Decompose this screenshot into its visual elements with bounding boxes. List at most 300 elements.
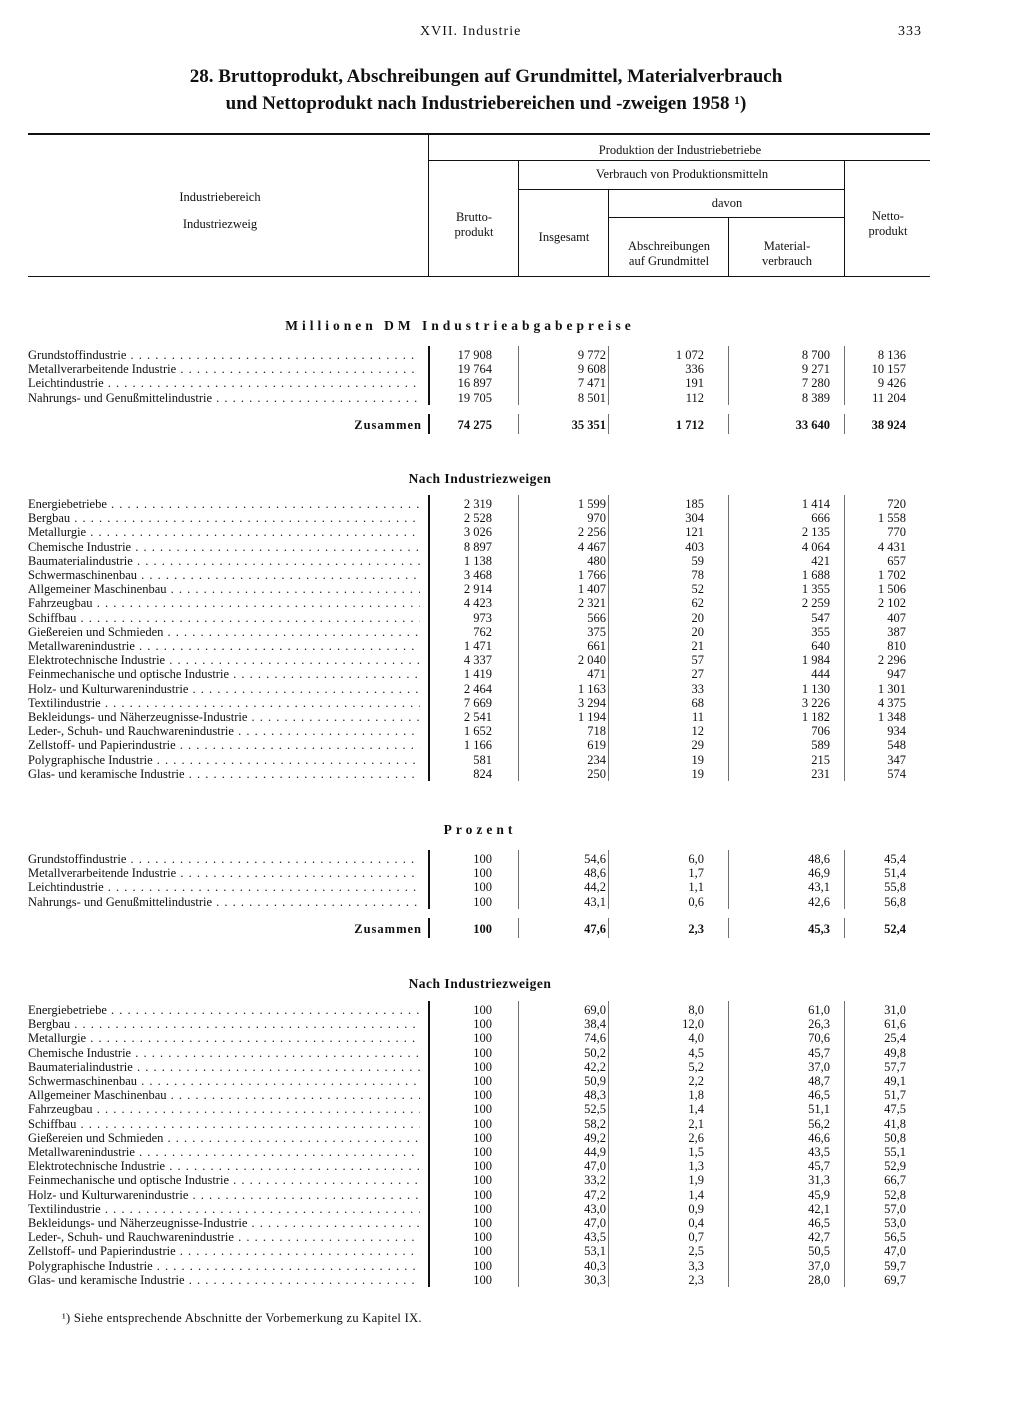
row-label: Glas- und keramische Industrie . . . <box>28 1273 420 1287</box>
cell-col-5: 41,8 <box>884 1116 906 1131</box>
cell-col-4: 421 <box>811 553 830 568</box>
cell-col-1: 100 <box>473 1130 492 1145</box>
row-label: Metallverarbeitende Industrie . . . <box>28 362 420 376</box>
cell-col-1: 2 541 <box>463 710 492 724</box>
column-rule <box>608 1001 609 1287</box>
total-cell-col-3: 2,3 <box>688 922 704 936</box>
cell-col-2: 47,0 <box>584 1159 606 1174</box>
cell-col-5: 407 <box>887 610 906 625</box>
header-netto: Netto- produkt <box>868 209 908 238</box>
cell-col-4: 215 <box>811 752 830 767</box>
cell-col-3: 19 <box>691 752 704 767</box>
row-label: Leder-, Schuh- und Rauchwarenindustrie . . . <box>28 1230 420 1244</box>
cell-col-2: 234 <box>587 752 606 767</box>
cell-col-1: 2 464 <box>463 681 492 696</box>
cell-col-1: 100 <box>473 1258 492 1273</box>
cell-col-1: 100 <box>473 1244 492 1259</box>
cell-col-2: 7 471 <box>577 376 606 391</box>
row-label: Zellstoff- und Papierindustrie . . . <box>28 738 420 752</box>
table-row <box>28 582 908 596</box>
cell-col-5: 8 136 <box>877 348 906 362</box>
table-row <box>28 866 908 880</box>
cell-col-1: 100 <box>473 880 492 895</box>
header-brutto: Brutto- produkt <box>454 210 494 239</box>
column-rule <box>608 918 609 938</box>
table-row <box>28 852 908 866</box>
cell-col-3: 2,3 <box>688 1272 704 1287</box>
cell-col-4: 46,5 <box>808 1088 830 1103</box>
table-row <box>28 1003 908 1017</box>
cell-col-3: 2,1 <box>688 1116 704 1131</box>
table-row <box>28 895 908 909</box>
cell-col-2: 42,2 <box>584 1059 606 1074</box>
cell-col-4: 45,7 <box>808 1045 830 1060</box>
cell-col-3: 33 <box>691 681 704 696</box>
cell-col-5: 56,5 <box>884 1230 906 1245</box>
cell-col-3: 121 <box>685 525 704 540</box>
table-row <box>28 1216 908 1230</box>
cell-col-3: 1,3 <box>688 1159 704 1174</box>
cell-col-2: 43,1 <box>584 894 606 909</box>
cell-col-3: 68 <box>691 695 704 710</box>
cell-col-2: 44,9 <box>584 1145 606 1159</box>
cell-col-5: 59,7 <box>884 1258 906 1273</box>
cell-col-3: 27 <box>691 667 704 682</box>
cell-col-2: 33,2 <box>584 1173 606 1188</box>
total-cell-col-5: 52,4 <box>884 922 906 936</box>
cell-col-4: 42,1 <box>808 1201 830 1216</box>
cell-col-5: 548 <box>887 738 906 753</box>
cell-col-4: 1 355 <box>801 582 830 597</box>
cell-col-3: 6,0 <box>688 852 704 866</box>
column-rule <box>428 495 430 781</box>
column-rule <box>518 1001 519 1287</box>
table-row <box>28 1273 908 1287</box>
table-row <box>28 1102 908 1116</box>
cell-col-4: 3 226 <box>801 695 830 710</box>
header-abschreibungen: Abschreibungen auf Grundmittel <box>628 239 710 268</box>
cell-col-2: 52,5 <box>584 1102 606 1117</box>
table-row <box>28 625 908 639</box>
cell-col-3: 0,6 <box>688 894 704 909</box>
cell-col-1: 19 764 <box>457 362 492 377</box>
total-cell-col-3: 1 712 <box>675 418 704 432</box>
cell-col-5: 347 <box>887 752 906 767</box>
header-rule-verbrauch <box>518 189 844 190</box>
cell-col-2: 38,4 <box>584 1017 606 1032</box>
row-label: Bergbau . . . <box>28 511 420 525</box>
cell-col-2: 44,2 <box>584 880 606 895</box>
table-row <box>28 1088 908 1102</box>
header-stub-bereich: Industriebereich <box>179 190 261 204</box>
cell-col-2: 48,3 <box>584 1088 606 1103</box>
cell-col-4: 48,7 <box>808 1074 830 1088</box>
cell-col-1: 100 <box>473 852 492 866</box>
cell-col-3: 1,7 <box>688 866 704 881</box>
table-row <box>28 1244 908 1258</box>
cell-col-1: 100 <box>473 1173 492 1188</box>
cell-col-2: 49,2 <box>584 1130 606 1145</box>
cell-col-3: 21 <box>691 639 704 653</box>
row-label: Leichtindustrie . . . <box>28 880 420 894</box>
cell-col-1: 19 705 <box>457 390 492 405</box>
row-label: Energiebetriebe . . . <box>28 1003 420 1017</box>
header-vrule-netto <box>844 161 845 276</box>
cell-col-2: 58,2 <box>584 1116 606 1131</box>
cell-col-2: 43,5 <box>584 1230 606 1245</box>
column-rule <box>844 495 845 781</box>
cell-col-5: 810 <box>887 639 906 653</box>
column-rule <box>608 414 609 434</box>
row-label: Schiffbau . . . <box>28 611 420 625</box>
footnote: ¹) Siehe entsprechende Abschnitte der Vorbemerkung zu Kapitel IX. <box>62 1311 422 1325</box>
header-produktion: Produktion der Industriebetriebe <box>598 143 762 157</box>
table-row <box>28 1145 908 1159</box>
cell-col-5: 770 <box>887 525 906 540</box>
cell-col-1: 100 <box>473 1216 492 1230</box>
cell-col-5: 51,4 <box>884 866 906 881</box>
cell-col-2: 2 040 <box>577 653 606 668</box>
table-row <box>28 710 908 724</box>
cell-col-1: 100 <box>473 1159 492 1174</box>
cell-col-2: 1 163 <box>577 681 606 696</box>
cell-col-2: 375 <box>587 624 606 639</box>
cell-col-2: 4 467 <box>577 539 606 554</box>
total-label: Zusammen <box>354 922 422 936</box>
row-label: Glas- und keramische Industrie . . . <box>28 767 420 781</box>
cell-col-5: 53,0 <box>884 1216 906 1230</box>
cell-col-1: 16 897 <box>457 376 492 391</box>
table-row <box>28 525 908 539</box>
row-label: Chemische Industrie . . . <box>28 1046 420 1060</box>
cell-col-2: 30,3 <box>584 1272 606 1287</box>
row-label: Metallwarenindustrie . . . <box>28 1145 420 1159</box>
cell-col-3: 336 <box>685 362 704 377</box>
table-row <box>28 1173 908 1187</box>
cell-col-4: 45,7 <box>808 1159 830 1174</box>
table-row <box>28 1202 908 1216</box>
cell-col-1: 100 <box>473 1187 492 1202</box>
header-vrule-brutto <box>518 161 519 276</box>
cell-col-4: 1 688 <box>801 568 830 582</box>
row-label: Nahrungs- und Genußmittelindustrie . . . <box>28 895 420 909</box>
table-row <box>28 682 908 696</box>
cell-col-2: 471 <box>587 667 606 682</box>
cell-col-3: 403 <box>685 539 704 554</box>
cell-col-5: 66,7 <box>884 1173 906 1188</box>
total-cell-col-2: 47,6 <box>584 922 606 936</box>
column-rule <box>428 1001 430 1287</box>
cell-col-5: 25,4 <box>884 1031 906 1046</box>
cell-col-2: 661 <box>587 639 606 653</box>
cell-col-4: 589 <box>811 738 830 753</box>
total-cell-col-1: 100 <box>473 922 492 936</box>
cell-col-5: 55,8 <box>884 880 906 895</box>
row-label: Schwermaschinenbau . . . <box>28 1074 420 1088</box>
cell-col-4: 547 <box>811 610 830 625</box>
cell-col-5: 55,1 <box>884 1145 906 1159</box>
cell-col-2: 2 256 <box>577 525 606 540</box>
column-rule <box>728 414 729 434</box>
total-row <box>28 418 908 432</box>
cell-col-1: 100 <box>473 1059 492 1074</box>
column-rule <box>428 918 430 938</box>
column-rule <box>728 495 729 781</box>
table-row <box>28 639 908 653</box>
cell-col-4: 42,6 <box>808 894 830 909</box>
header-davon: davon <box>711 196 743 210</box>
cell-col-1: 100 <box>473 1201 492 1216</box>
cell-col-3: 5,2 <box>688 1059 704 1074</box>
cell-col-2: 43,0 <box>584 1201 606 1216</box>
table-row <box>28 540 908 554</box>
section-heading-millionen: Millionen DM Industrieabgabepreise <box>285 318 635 333</box>
cell-col-4: 28,0 <box>808 1272 830 1287</box>
cell-col-1: 100 <box>473 1003 492 1017</box>
row-label: Gießereien und Schmieden . . . <box>28 1131 420 1145</box>
header-rule-produktion <box>428 160 930 161</box>
cell-col-5: 11 204 <box>872 390 906 405</box>
cell-col-3: 11 <box>691 710 704 724</box>
cell-col-1: 100 <box>473 1074 492 1088</box>
row-label: Bergbau . . . <box>28 1017 420 1031</box>
cell-col-5: 57,0 <box>884 1201 906 1216</box>
cell-col-1: 100 <box>473 1230 492 1245</box>
cell-col-3: 2,6 <box>688 1130 704 1145</box>
cell-col-1: 1 166 <box>463 738 492 753</box>
table-row <box>28 611 908 625</box>
header-stub-zweig: Industriezweig <box>182 217 258 231</box>
cell-col-4: 50,5 <box>808 1244 830 1259</box>
cell-col-4: 9 271 <box>801 362 830 377</box>
running-head: XVII. Industrie <box>420 24 522 39</box>
column-rule <box>844 414 845 434</box>
cell-col-4: 31,3 <box>808 1173 830 1188</box>
cell-col-5: 47,5 <box>884 1102 906 1117</box>
total-label: Zusammen <box>354 418 422 432</box>
cell-col-5: 47,0 <box>884 1244 906 1259</box>
column-rule <box>518 850 519 909</box>
cell-col-3: 1,5 <box>688 1145 704 1159</box>
cell-col-5: 574 <box>887 766 906 781</box>
cell-col-3: 1,9 <box>688 1173 704 1188</box>
cell-col-2: 9 608 <box>577 362 606 377</box>
cell-col-5: 1 301 <box>877 681 906 696</box>
table-row <box>28 738 908 752</box>
cell-col-5: 49,1 <box>884 1074 906 1088</box>
row-label: Grundstoffindustrie . . . <box>28 348 420 362</box>
table-row <box>28 1017 908 1031</box>
cell-col-1: 1 138 <box>463 553 492 568</box>
section-heading-prozent-zweige: Nach Industriezweigen <box>408 976 552 991</box>
cell-col-3: 2,5 <box>688 1244 704 1259</box>
row-label: Zellstoff- und Papierindustrie . . . <box>28 1244 420 1258</box>
cell-col-1: 100 <box>473 866 492 881</box>
column-rule <box>844 1001 845 1287</box>
cell-col-2: 619 <box>587 738 606 753</box>
row-label: Allgemeiner Maschinenbau . . . <box>28 1088 420 1102</box>
cell-col-3: 8,0 <box>688 1003 704 1017</box>
cell-col-5: 52,9 <box>884 1159 906 1174</box>
cell-col-4: 46,9 <box>808 866 830 881</box>
cell-col-5: 4 375 <box>877 695 906 710</box>
row-label: Holz- und Kulturwarenindustrie . . . <box>28 682 420 696</box>
total-row <box>28 922 908 936</box>
cell-col-3: 0,4 <box>688 1216 704 1230</box>
cell-col-1: 2 319 <box>463 497 492 511</box>
cell-col-1: 3 468 <box>463 568 492 582</box>
cell-col-5: 2 296 <box>877 653 906 668</box>
row-label: Metallwarenindustrie . . . <box>28 639 420 653</box>
cell-col-2: 47,0 <box>584 1216 606 1230</box>
cell-col-3: 1,8 <box>688 1088 704 1103</box>
cell-col-2: 1 599 <box>577 497 606 511</box>
cell-col-1: 100 <box>473 1045 492 1060</box>
cell-col-4: 43,1 <box>808 880 830 895</box>
cell-col-3: 12 <box>691 724 704 739</box>
table-row <box>28 1074 908 1088</box>
cell-col-4: 8 700 <box>801 348 830 362</box>
cell-col-1: 100 <box>473 1272 492 1287</box>
cell-col-5: 10 157 <box>871 362 906 377</box>
cell-col-4: 666 <box>811 511 830 526</box>
cell-col-4: 45,9 <box>808 1187 830 1202</box>
cell-col-4: 37,0 <box>808 1059 830 1074</box>
cell-col-2: 2 321 <box>577 596 606 611</box>
row-label: Metallurgie . . . <box>28 1031 420 1045</box>
row-label: Nahrungs- und Genußmittelindustrie . . . <box>28 391 420 405</box>
cell-col-1: 100 <box>473 894 492 909</box>
cell-col-2: 250 <box>587 766 606 781</box>
cell-col-5: 1 558 <box>877 511 906 526</box>
cell-col-3: 1 072 <box>675 348 704 362</box>
cell-col-3: 185 <box>685 497 704 511</box>
cell-col-5: 45,4 <box>884 852 906 866</box>
cell-col-5: 52,8 <box>884 1187 906 1202</box>
table-row <box>28 511 908 525</box>
row-label: Metallurgie . . . <box>28 525 420 539</box>
total-cell-col-5: 38 924 <box>871 418 906 432</box>
column-rule <box>728 850 729 909</box>
cell-col-4: 1 182 <box>801 710 830 724</box>
table-row <box>28 1159 908 1173</box>
table-row <box>28 1188 908 1202</box>
row-label: Elektrotechnische Industrie . . . <box>28 1159 420 1173</box>
cell-col-4: 706 <box>811 724 830 739</box>
cell-col-3: 304 <box>685 511 704 526</box>
cell-col-3: 191 <box>685 376 704 391</box>
cell-col-3: 20 <box>691 624 704 639</box>
table-row <box>28 1046 908 1060</box>
row-label: Holz- und Kulturwarenindustrie . . . <box>28 1188 420 1202</box>
cell-col-1: 1 471 <box>463 639 492 653</box>
table-row <box>28 880 908 894</box>
cell-col-3: 112 <box>685 390 704 405</box>
column-rule <box>428 850 430 909</box>
table-row <box>28 596 908 610</box>
cell-col-4: 46,6 <box>808 1130 830 1145</box>
cell-col-4: 37,0 <box>808 1258 830 1273</box>
column-rule <box>608 495 609 781</box>
cell-col-1: 8 897 <box>463 539 492 554</box>
cell-col-3: 20 <box>691 610 704 625</box>
column-rule <box>844 346 845 405</box>
row-label: Feinmechanische und optische Industrie . . . <box>28 1173 420 1187</box>
cell-col-2: 50,2 <box>584 1045 606 1060</box>
row-label: Metallverarbeitende Industrie . . . <box>28 866 420 880</box>
column-rule <box>518 346 519 405</box>
header-rule-davon <box>608 217 844 218</box>
table-row <box>28 1117 908 1131</box>
cell-col-4: 1 984 <box>801 653 830 668</box>
cell-col-5: 1 702 <box>877 568 906 582</box>
column-rule <box>518 495 519 781</box>
cell-col-5: 51,7 <box>884 1088 906 1103</box>
total-cell-col-2: 35 351 <box>571 418 606 432</box>
row-label: Leder-, Schuh- und Rauchwarenindustrie . . . <box>28 724 420 738</box>
cell-col-1: 100 <box>473 1031 492 1046</box>
table-row <box>28 753 908 767</box>
cell-col-1: 100 <box>473 1088 492 1103</box>
cell-col-5: 2 102 <box>877 596 906 611</box>
cell-col-3: 62 <box>691 596 704 611</box>
cell-col-3: 0,7 <box>688 1230 704 1245</box>
cell-col-2: 1 194 <box>577 710 606 724</box>
cell-col-2: 970 <box>587 511 606 526</box>
header-bottom-rule <box>28 276 930 277</box>
table-row <box>28 1131 908 1145</box>
cell-col-4: 2 259 <box>801 596 830 611</box>
row-label: Bekleidungs- und Näherzeugnisse-Industrie . . . <box>28 1216 420 1230</box>
cell-col-5: 1 506 <box>877 582 906 597</box>
cell-col-4: 8 389 <box>801 390 830 405</box>
cell-col-4: 42,7 <box>808 1230 830 1245</box>
column-rule <box>518 918 519 938</box>
cell-col-2: 1 766 <box>577 568 606 582</box>
row-label: Energiebetriebe . . . <box>28 497 420 511</box>
cell-col-1: 4 423 <box>463 596 492 611</box>
cell-col-3: 1,4 <box>688 1102 704 1117</box>
cell-col-3: 1,1 <box>688 880 704 895</box>
cell-col-4: 2 135 <box>801 525 830 540</box>
cell-col-2: 8 501 <box>577 390 606 405</box>
table-row <box>28 696 908 710</box>
row-label: Fahrzeugbau . . . <box>28 1102 420 1116</box>
cell-col-5: 720 <box>887 497 906 511</box>
cell-col-4: 444 <box>811 667 830 682</box>
cell-col-1: 2 914 <box>463 582 492 597</box>
cell-col-4: 7 280 <box>801 376 830 391</box>
header-top-rule <box>28 133 930 135</box>
row-label: Chemische Industrie . . . <box>28 540 420 554</box>
row-label: Baumaterialindustrie . . . <box>28 554 420 568</box>
cell-col-4: 1 130 <box>801 681 830 696</box>
cell-col-3: 12,0 <box>682 1017 704 1032</box>
cell-col-2: 69,0 <box>584 1003 606 1017</box>
row-label: Schwermaschinenbau . . . <box>28 568 420 582</box>
cell-col-3: 1,4 <box>688 1187 704 1202</box>
row-label: Leichtindustrie . . . <box>28 376 420 390</box>
cell-col-5: 657 <box>887 553 906 568</box>
cell-col-1: 100 <box>473 1017 492 1032</box>
section-heading-prozent: Prozent <box>443 822 517 837</box>
cell-col-2: 47,2 <box>584 1187 606 1202</box>
cell-col-1: 824 <box>473 766 492 781</box>
cell-col-5: 31,0 <box>884 1003 906 1017</box>
table-row <box>28 724 908 738</box>
cell-col-3: 57 <box>691 653 704 668</box>
cell-col-3: 0,9 <box>688 1201 704 1216</box>
